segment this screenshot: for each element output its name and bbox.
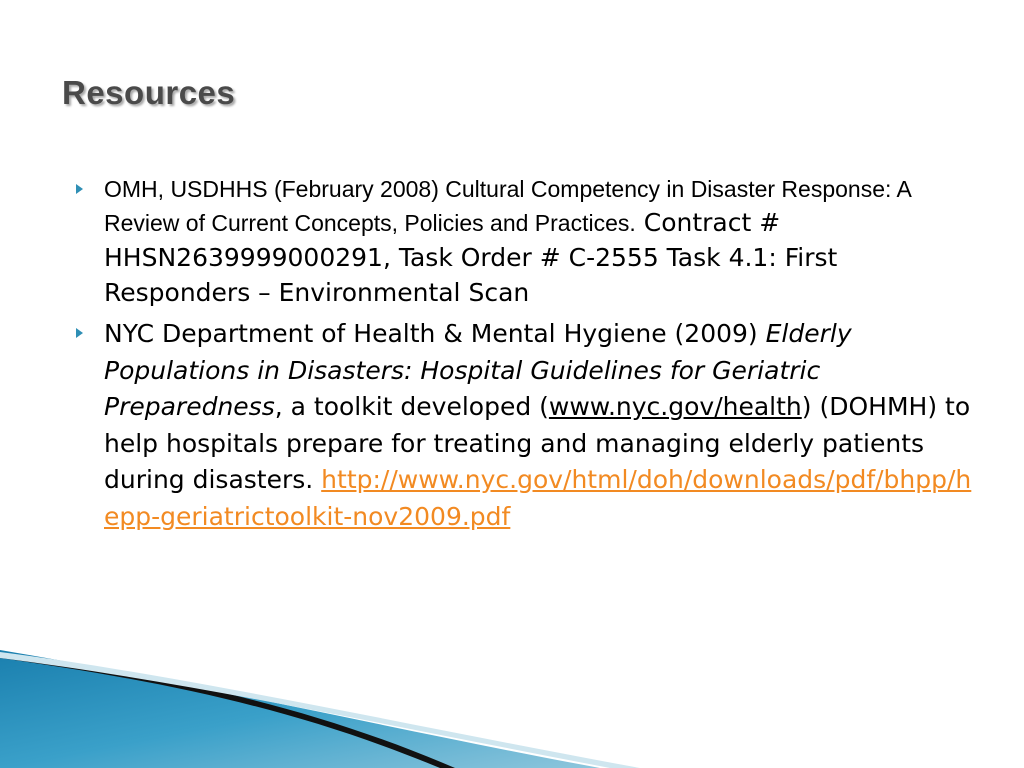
toolkit-title: Elderly Populations in Disasters: Hospital Guidelines for Geriatric Preparedness — [104, 319, 852, 421]
contract-text: Contract # HHSN2639999000291, Task Order # C-2555 Task 4.1: First Responders – Environmental Scan — [104, 208, 838, 307]
bullet-item-omh — [76, 174, 976, 310]
toolkit-pdf-link[interactable]: http://www.nyc.gov/html/doh/downloads/pdf/bhpp/hepp-geriatrictoolkit-nov2009.pdf — [104, 465, 972, 531]
slide-title: Resources — [62, 74, 236, 111]
citation-omh-text: OMH, USDHHS (February 2008) Cultural Competency in Disaster Response: A Review of Current Concepts, Policies and Practices. — [104, 176, 911, 236]
nyc-lead-text: NYC Department of Health & Mental Hygiene (2009) — [104, 319, 766, 348]
bullet-item-nyc — [76, 316, 976, 535]
bullet-arrow-icon — [76, 184, 83, 194]
bullet-list — [76, 174, 976, 541]
nyc-mid-text-2: ) (DOHMH) to help hospitals prepare for treating and managing elderly patients during disasters. — [104, 392, 971, 494]
bullet-arrow-icon — [76, 328, 83, 338]
nyc-mid-text-1: , a toolkit developed ( — [274, 392, 549, 421]
decorative-swoosh — [0, 640, 1024, 768]
nyc-health-link[interactable]: www.nyc.gov/health — [548, 392, 802, 421]
